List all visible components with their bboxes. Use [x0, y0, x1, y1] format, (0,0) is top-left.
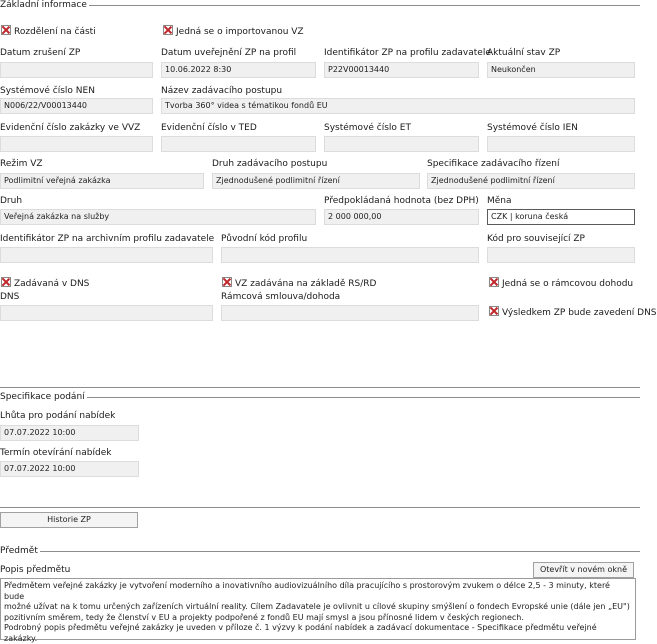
checkbox-checked-icon [1, 25, 11, 35]
section-divider [0, 507, 640, 508]
checkbox-result-dns[interactable] [489, 306, 657, 319]
checkbox-label: Jedná se o rámcovou dohodu [502, 279, 634, 289]
cancel-date-field[interactable] [0, 62, 153, 78]
section-title-basic: Základní informace [0, 0, 87, 10]
procedure-spec-field[interactable]: Zjednodušené podlimitní řízení [427, 173, 635, 189]
section-divider [0, 397, 640, 398]
label-procedure-name: Název zadávacího postupu [161, 86, 283, 96]
description-line: Předmětem veřejné zakázky je vytvoření moderního a inovativního audiovizuálního díla pracujícího s prostorovým zvukem o délce 2,5 - 3 minuty, které bude [4, 581, 610, 601]
checkbox-divided[interactable] [1, 25, 96, 38]
section-title-submission: Specifikace podání [0, 392, 85, 402]
checkbox-imported[interactable] [163, 25, 304, 38]
ien-number-field[interactable] [487, 136, 635, 152]
checkbox-checked-icon [489, 277, 499, 287]
current-state-field[interactable]: Neukončen [487, 62, 635, 78]
history-button[interactable]: Historie ZP [0, 512, 138, 528]
profile-id-field[interactable]: P22V00013440 [324, 62, 479, 78]
regime-field[interactable]: Podlimitní veřejná zakázka [0, 173, 204, 189]
label-dns: DNS [0, 292, 20, 302]
label-archive-id: Identifikátor ZP na archivním profilu zadavatele [0, 234, 215, 244]
checkbox-checked-icon [222, 277, 232, 287]
label-et-number: Systémové číslo ET [324, 123, 411, 133]
description-line: pozitivním směrem, tedy že členství v EU a projekty podpořené z fondů EU mají smysl a jsou přínosné lidem v českých regionech. [4, 612, 524, 622]
section-divider [0, 551, 640, 552]
checkbox-checked-icon [163, 25, 173, 35]
label-procedure-spec: Specifikace zadávacího řízení [427, 159, 560, 169]
framework-field[interactable] [221, 305, 479, 321]
type-field[interactable]: Veřejná zakázka na služby [0, 209, 316, 225]
checkbox-dns[interactable] [1, 277, 89, 290]
label-type: Druh [0, 196, 23, 206]
procedure-kind-field[interactable]: Zjednodušené podlimitní řízení [212, 173, 420, 189]
section-divider [0, 5, 640, 6]
ted-number-field[interactable] [161, 136, 316, 152]
label-framework: Rámcová smlouva/dohoda [221, 292, 341, 302]
label-ted-number: Evidenční číslo v TED [161, 123, 257, 133]
procedure-name-field[interactable]: Tvorba 360° videa s tématikou fondů EU [161, 98, 635, 114]
label-opening: Termín otevírání nabídek [0, 448, 112, 458]
original-code-field[interactable] [221, 247, 479, 263]
dns-field[interactable] [0, 305, 213, 321]
currency-field[interactable]: CZK | koruna česká [487, 209, 635, 225]
checkbox-label: Zadávaná v DNS [14, 279, 90, 289]
checkbox-checked-icon [489, 306, 499, 316]
checkbox-label: Rozdělení na části [14, 27, 96, 37]
checkbox-label: Výsledkem ZP bude zavedení DNS [502, 308, 657, 318]
label-nen-number: Systémové číslo NEN [0, 86, 95, 96]
section-divider [0, 387, 640, 388]
checkbox-checked-icon [1, 277, 11, 287]
description-line: Podrobný popis předmětu veřejné zakázky je uveden v příloze č. 1 výzvy k podání nabídek a zadávací dokumentace - Specifikace předmětu veřejné zakázky. [4, 623, 597, 643]
label-deadline: Lhůta pro podání nabídek [0, 411, 116, 421]
archive-id-field[interactable] [0, 247, 213, 263]
label-publish-date: Datum uveřejnění ZP na profil [161, 48, 297, 58]
label-profile-id: Identifikátor ZP na profilu zadavatele [324, 48, 491, 58]
checkbox-label: VZ zadávána na základě RS/RD [235, 279, 377, 289]
label-cancel-date: Datum zrušení ZP [0, 48, 81, 58]
estimated-value-field[interactable]: 2 000 000,00 [324, 209, 479, 225]
opening-field[interactable]: 07.07.2022 10:00 [0, 461, 139, 477]
label-estimated-value: Předpokládaná hodnota (bez DPH) [324, 196, 479, 206]
label-related-code: Kód pro související ZP [487, 234, 585, 244]
open-new-window-button[interactable]: Otevřít v novém okně [533, 562, 634, 578]
related-code-field[interactable] [487, 247, 635, 263]
label-procedure-kind: Druh zadávacího postupu [212, 159, 328, 169]
et-number-field[interactable] [324, 136, 479, 152]
publish-date-field[interactable]: 10.06.2022 8:30 [161, 62, 316, 78]
nen-number-field[interactable]: N006/22/V00013440 [0, 98, 153, 114]
label-description: Popis předmětu [0, 565, 71, 575]
section-title-subject: Předmět [0, 546, 38, 556]
checkbox-rs[interactable] [222, 277, 376, 290]
deadline-field[interactable]: 07.07.2022 10:00 [0, 425, 139, 441]
label-currency: Měna [487, 196, 512, 206]
label-vvz-number: Evidenční číslo zakázky ve VVZ [0, 123, 141, 133]
label-regime: Režim VZ [0, 159, 43, 169]
description-line: možné užívat na k tomu určených zařízeních virtuální reality. Cílem Zadavatele je ovlivnit u cílové skupiny smýšlení o fondech Evropské unie (dále jen „EU") [4, 602, 630, 611]
label-ien-number: Systémové číslo IEN [487, 123, 578, 133]
checkbox-framework[interactable] [489, 277, 633, 290]
vvz-number-field[interactable] [0, 136, 153, 152]
label-original-code: Původní kód profilu [221, 234, 308, 244]
label-current-state: Aktuální stav ZP [487, 48, 561, 58]
description-textarea[interactable] [0, 578, 636, 643]
checkbox-label: Jedná se o importovanou VZ [176, 27, 304, 37]
